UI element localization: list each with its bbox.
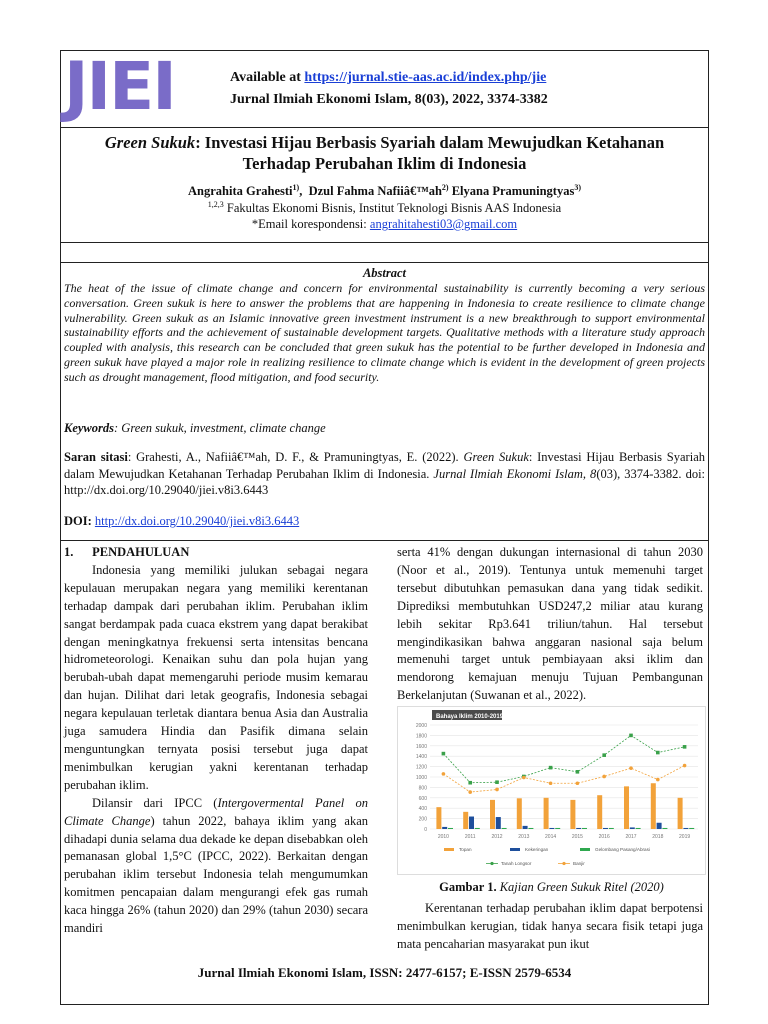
bar-gelombang-pasang-abrasi — [662, 828, 667, 829]
doi-link[interactable]: http://dx.doi.org/10.29040/jiei.v8i3.6443 — [94, 514, 300, 528]
x-tick-label: 2016 — [598, 834, 610, 840]
paragraph-2 — [64, 795, 368, 938]
affiliation-text: Fakultas Ekonomi Bisnis, Institut Teknologi Bisnis AAS Indonesia — [226, 201, 562, 216]
paragraph-4: Kerentanan terhadap perubahan iklim dapat berpotensi menimbulkan kerugian, tidak hanya secara fisik tetapi juga mata pencaharian masyarakat pun ikut — [397, 901, 703, 951]
legend-label: Topan — [459, 847, 472, 852]
paragraph-1: Indonesia yang memiliki julukan sebagai negara kepulauan merupakan negara yang memiliki kerentanan terhadap dampak dari perubahan iklim. Perubahan iklim sangat berdampak pada cuaca ekstrem yang dapat berakibat dengan meningkatnya frekuensi serta intensitas bencana hidrometeorologi. Kenaikan suhu dan pola hujan yang berubah-ubah dapat memengaruhi periode musim kemarau dan hujan. Dilihat dari letak geografis, Indonesia sebagai negara kepulauan terletak diantara benua Asia dan Australia juga samudera Hindia dan Pasifik dimana selain menguntungkan ternyata posisi tersebut juga dapat menimbulkan kerugian yakni kerentanan terhadap perubahan iklim. — [64, 562, 368, 792]
bar-kekeringan — [523, 826, 528, 829]
title-line1: : Investasi Hijau Berbasis Syariah dalam Mewujudkan Ketahanan — [195, 133, 665, 152]
citation-italic-2: Jurnal Ilmiah Ekonomi Islam, 8 — [433, 466, 597, 481]
x-tick-label: 2015 — [571, 834, 583, 840]
bar-topan — [678, 798, 683, 829]
climate-hazard-chart — [398, 707, 705, 874]
author-3-sup: 3) — [574, 183, 581, 192]
logo-text: JIEI — [64, 48, 175, 125]
y-tick-label: 600 — [418, 795, 427, 802]
author-3: Elyana Pramuningtyas — [451, 184, 575, 199]
y-tick-label: 200 — [418, 816, 427, 823]
legend-swatch — [580, 848, 590, 851]
citation-text-2: : Investasi Hijau Berbasis Syariah dalam Mewujudkan Ketahanan Terhadap Perubahan Iklim di Indonesia. — [64, 450, 705, 481]
keywords — [64, 421, 326, 436]
figure-chart — [397, 706, 706, 875]
author-1-sup: 1) — [292, 183, 300, 192]
email-link[interactable]: angrahitahesti03@gmail.com — [369, 217, 518, 231]
y-tick-label: 1800 — [415, 733, 427, 740]
journal-citation-line: Jurnal Ilmiah Ekonomi Islam, 8(03), 2022, 3374-3382 — [230, 92, 548, 107]
y-tick-label: 400 — [418, 806, 427, 813]
legend-label: Kekeringan — [525, 847, 549, 852]
email-label: *Email korespondensi: — [251, 217, 367, 231]
point-tanah-longsor — [602, 753, 606, 757]
bar-gelombang-pasang-abrasi — [502, 828, 507, 829]
available-at — [230, 70, 546, 86]
journal-url-link[interactable]: https://jurnal.stie-aas.ac.id/index.php/jie — [304, 70, 547, 85]
bar-topan — [651, 783, 656, 829]
authors: Angrahita Grahesti$^{1)}$, Dzul Fahma $Nafiiâ€™ah^{2)}$ Elyana Pramuningtyas$^{3)}$ — [188, 183, 581, 199]
available-label: Available at — [230, 70, 301, 85]
section-number: 1. — [64, 545, 74, 559]
y-tick-label: 1600 — [415, 743, 427, 750]
point-tanah-longsor — [656, 751, 660, 755]
point-banjir — [602, 775, 606, 779]
point-tanah-longsor — [629, 734, 633, 738]
figure-caption — [397, 880, 706, 895]
author-2-sup: 2) — [441, 183, 449, 192]
legend-label: Banjir — [573, 861, 585, 866]
doi-line — [64, 514, 299, 529]
bar-gelombang-pasang-abrasi — [528, 828, 533, 829]
point-banjir — [522, 776, 526, 780]
y-tick-label: 1000 — [415, 775, 427, 781]
section-heading — [64, 544, 368, 562]
point-tanah-longsor — [495, 780, 499, 784]
point-tanah-longsor — [468, 781, 472, 785]
legend-label: Tanah Longsor — [501, 861, 532, 866]
bar-gelombang-pasang-abrasi — [636, 828, 641, 829]
right-column — [397, 544, 703, 705]
point-tanah-longsor — [576, 770, 580, 774]
x-tick-label: 2010 — [437, 834, 449, 840]
x-tick-label: 2017 — [625, 834, 637, 840]
y-tick-label: 2000 — [415, 723, 427, 729]
bar-topan — [436, 807, 441, 829]
abstract-text: The heat of the issue of climate change and concern for environmental sustainability is currently becoming a very serious conversation. Green sukuk is here to answer the problems that are happening in Indonesia to create resilience to climate change vulnerability. Green sukuk as an Islamic innovative green investment instrument is a new breakthrough to support environmental sustainability efforts and the achievement of sustainable development targets. Qualitative methods with a literature study approach coupled with analysis, this research can be concluded that green sukuk has the potential to be further developed in Indonesia and green sukuk have played a major role in realizing resilience to climate change which is evident in the development of green projects such as drought management, flood mitigation, and food security. — [64, 281, 705, 384]
point-tanah-longsor — [549, 766, 553, 770]
paper-title — [66, 132, 703, 174]
citation-text-1: : Grahesti, A., Nafiiâ€™ah, D. F., & Pramuningtyas, E. (2022). — [127, 450, 464, 464]
paragraph-2-b: ) tahun 2022, bahaya iklim yang akan dihadapi dunia selama dua dekade ke depan disebabkan oleh pemanasan global 1,5°C (IPCC, 2022). Berkaitan dengan perubahan iklim tersebut Indonesia telah mengumumkan komitmen pencapaian dalam mengurangi efek gas rumah kaca hingga 26% (tahun 2020) dan 29% (tahun 2030) secara mandiri — [64, 813, 368, 936]
legend-marker — [562, 862, 565, 865]
section-title: PENDAHULUAN — [92, 545, 190, 559]
legend-swatch — [444, 848, 454, 851]
bar-kekeringan — [496, 817, 501, 829]
bar-gelombang-pasang-abrasi — [582, 828, 587, 829]
abstract-rule — [60, 262, 709, 263]
title-line2: Terhadap Perubahan Iklim di Indonesia — [242, 154, 527, 173]
bar-topan — [624, 786, 629, 829]
bar-gelombang-pasang-abrasi — [555, 828, 560, 829]
x-tick-label: 2018 — [652, 834, 664, 840]
bar-kekeringan — [683, 828, 688, 829]
chart-title: Bahaya Iklim 2010-2019 — [436, 714, 504, 720]
x-tick-label: 2019 — [679, 834, 691, 840]
author-1: Angrahita Grahesti — [188, 184, 293, 199]
bar-topan — [570, 800, 575, 829]
bar-gelombang-pasang-abrasi — [448, 828, 453, 829]
citation-italic-1: Green Sukuk — [463, 450, 529, 464]
bar-kekeringan — [576, 828, 581, 829]
citation-label: Saran sitasi — [64, 450, 128, 464]
keywords-label: Keywords — [64, 421, 114, 435]
body-rule — [60, 540, 709, 541]
point-banjir — [442, 772, 446, 776]
affiliation — [66, 200, 703, 216]
point-banjir — [629, 766, 633, 770]
point-banjir — [468, 790, 472, 794]
legend-label: Gelombang Pasang/Abrasi — [595, 847, 650, 852]
y-tick-label: 1400 — [415, 754, 427, 761]
doi-label: DOI: — [64, 514, 92, 528]
journal-logo — [64, 48, 202, 125]
left-column — [64, 544, 368, 938]
bar-topan — [490, 800, 495, 829]
y-tick-label: 1200 — [415, 764, 427, 771]
abstract-heading: Abstract — [362, 266, 407, 280]
legend-marker — [490, 862, 493, 865]
paragraph-2-a: Dilansir dari IPCC ( — [92, 795, 218, 810]
affiliation-sup: 1,2,3 — [207, 200, 224, 209]
y-tick-label: 800 — [418, 785, 427, 792]
bar-topan — [517, 798, 522, 829]
bar-kekeringan — [657, 823, 662, 829]
paragraph-3: serta 41% dengan dukungan internasional di tahun 2030 (Noor et al., 2019). Tentunya untuk memenuhi target tersebut dibutuhkan pemasukan dana yang tidak sedikit. Diprediksi membutuhkan USD247,2 miliar atau kurang lebih sekitar Rp3.641 triliun/tahun. Hal tersebut mengindikasikan bahwa anggaran nasional saja belum memenuhi target untuk pembiayaan aksi iklim dan mendorong kemajuan menuju Tujuan Pembangunan Berkelanjutan (Suwanan et al., 2022). — [397, 545, 703, 703]
figure-caption-text: Kajian Green Sukuk Ritel (2020) — [499, 880, 664, 894]
x-tick-label: 2013 — [518, 834, 530, 840]
point-banjir — [683, 764, 687, 768]
bar-kekeringan — [549, 828, 554, 829]
author-2: Dzul Fahma Nafiiâ€™ah — [308, 184, 442, 199]
point-banjir — [576, 781, 580, 785]
point-tanah-longsor — [683, 745, 687, 749]
legend-swatch — [510, 848, 520, 851]
bar-topan — [544, 798, 549, 829]
bar-gelombang-pasang-abrasi — [609, 828, 614, 829]
bar-topan — [597, 795, 602, 829]
title-italic: Green Sukuk — [104, 133, 196, 152]
bar-kekeringan — [469, 817, 474, 829]
page-footer: Jurnal Ilmiah Ekonomi Islam, ISSN: 2477-6157; E-ISSN 2579-6534 — [197, 965, 572, 980]
figure-label: Gambar 1. — [439, 880, 497, 894]
x-tick-label: 2012 — [491, 834, 503, 840]
paragraph-2-italic: Intergovermental Panel on Climate Change — [64, 795, 368, 828]
citation-text-3: (03), 3374-3382. doi: http://dx.doi.org/10.29040/jiei.v8i3.6443 — [64, 466, 706, 497]
bar-gelombang-pasang-abrasi — [689, 828, 694, 829]
point-banjir — [549, 781, 553, 785]
point-banjir — [495, 788, 499, 792]
x-tick-label: 2014 — [545, 834, 557, 840]
bar-kekeringan — [442, 827, 447, 829]
bar-kekeringan — [603, 828, 608, 829]
y-tick-label: 0 — [424, 827, 427, 833]
correspondence-email — [66, 217, 703, 232]
right-column-lower — [397, 900, 703, 954]
point-tanah-longsor — [442, 752, 446, 756]
point-banjir — [656, 778, 660, 782]
keywords-value: : Green sukuk, investment, climate change — [114, 421, 326, 435]
x-tick-label: 2011 — [464, 834, 476, 840]
bar-gelombang-pasang-abrasi — [475, 828, 480, 829]
bar-topan — [463, 812, 468, 829]
bar-kekeringan — [630, 827, 635, 829]
citation — [64, 449, 705, 499]
